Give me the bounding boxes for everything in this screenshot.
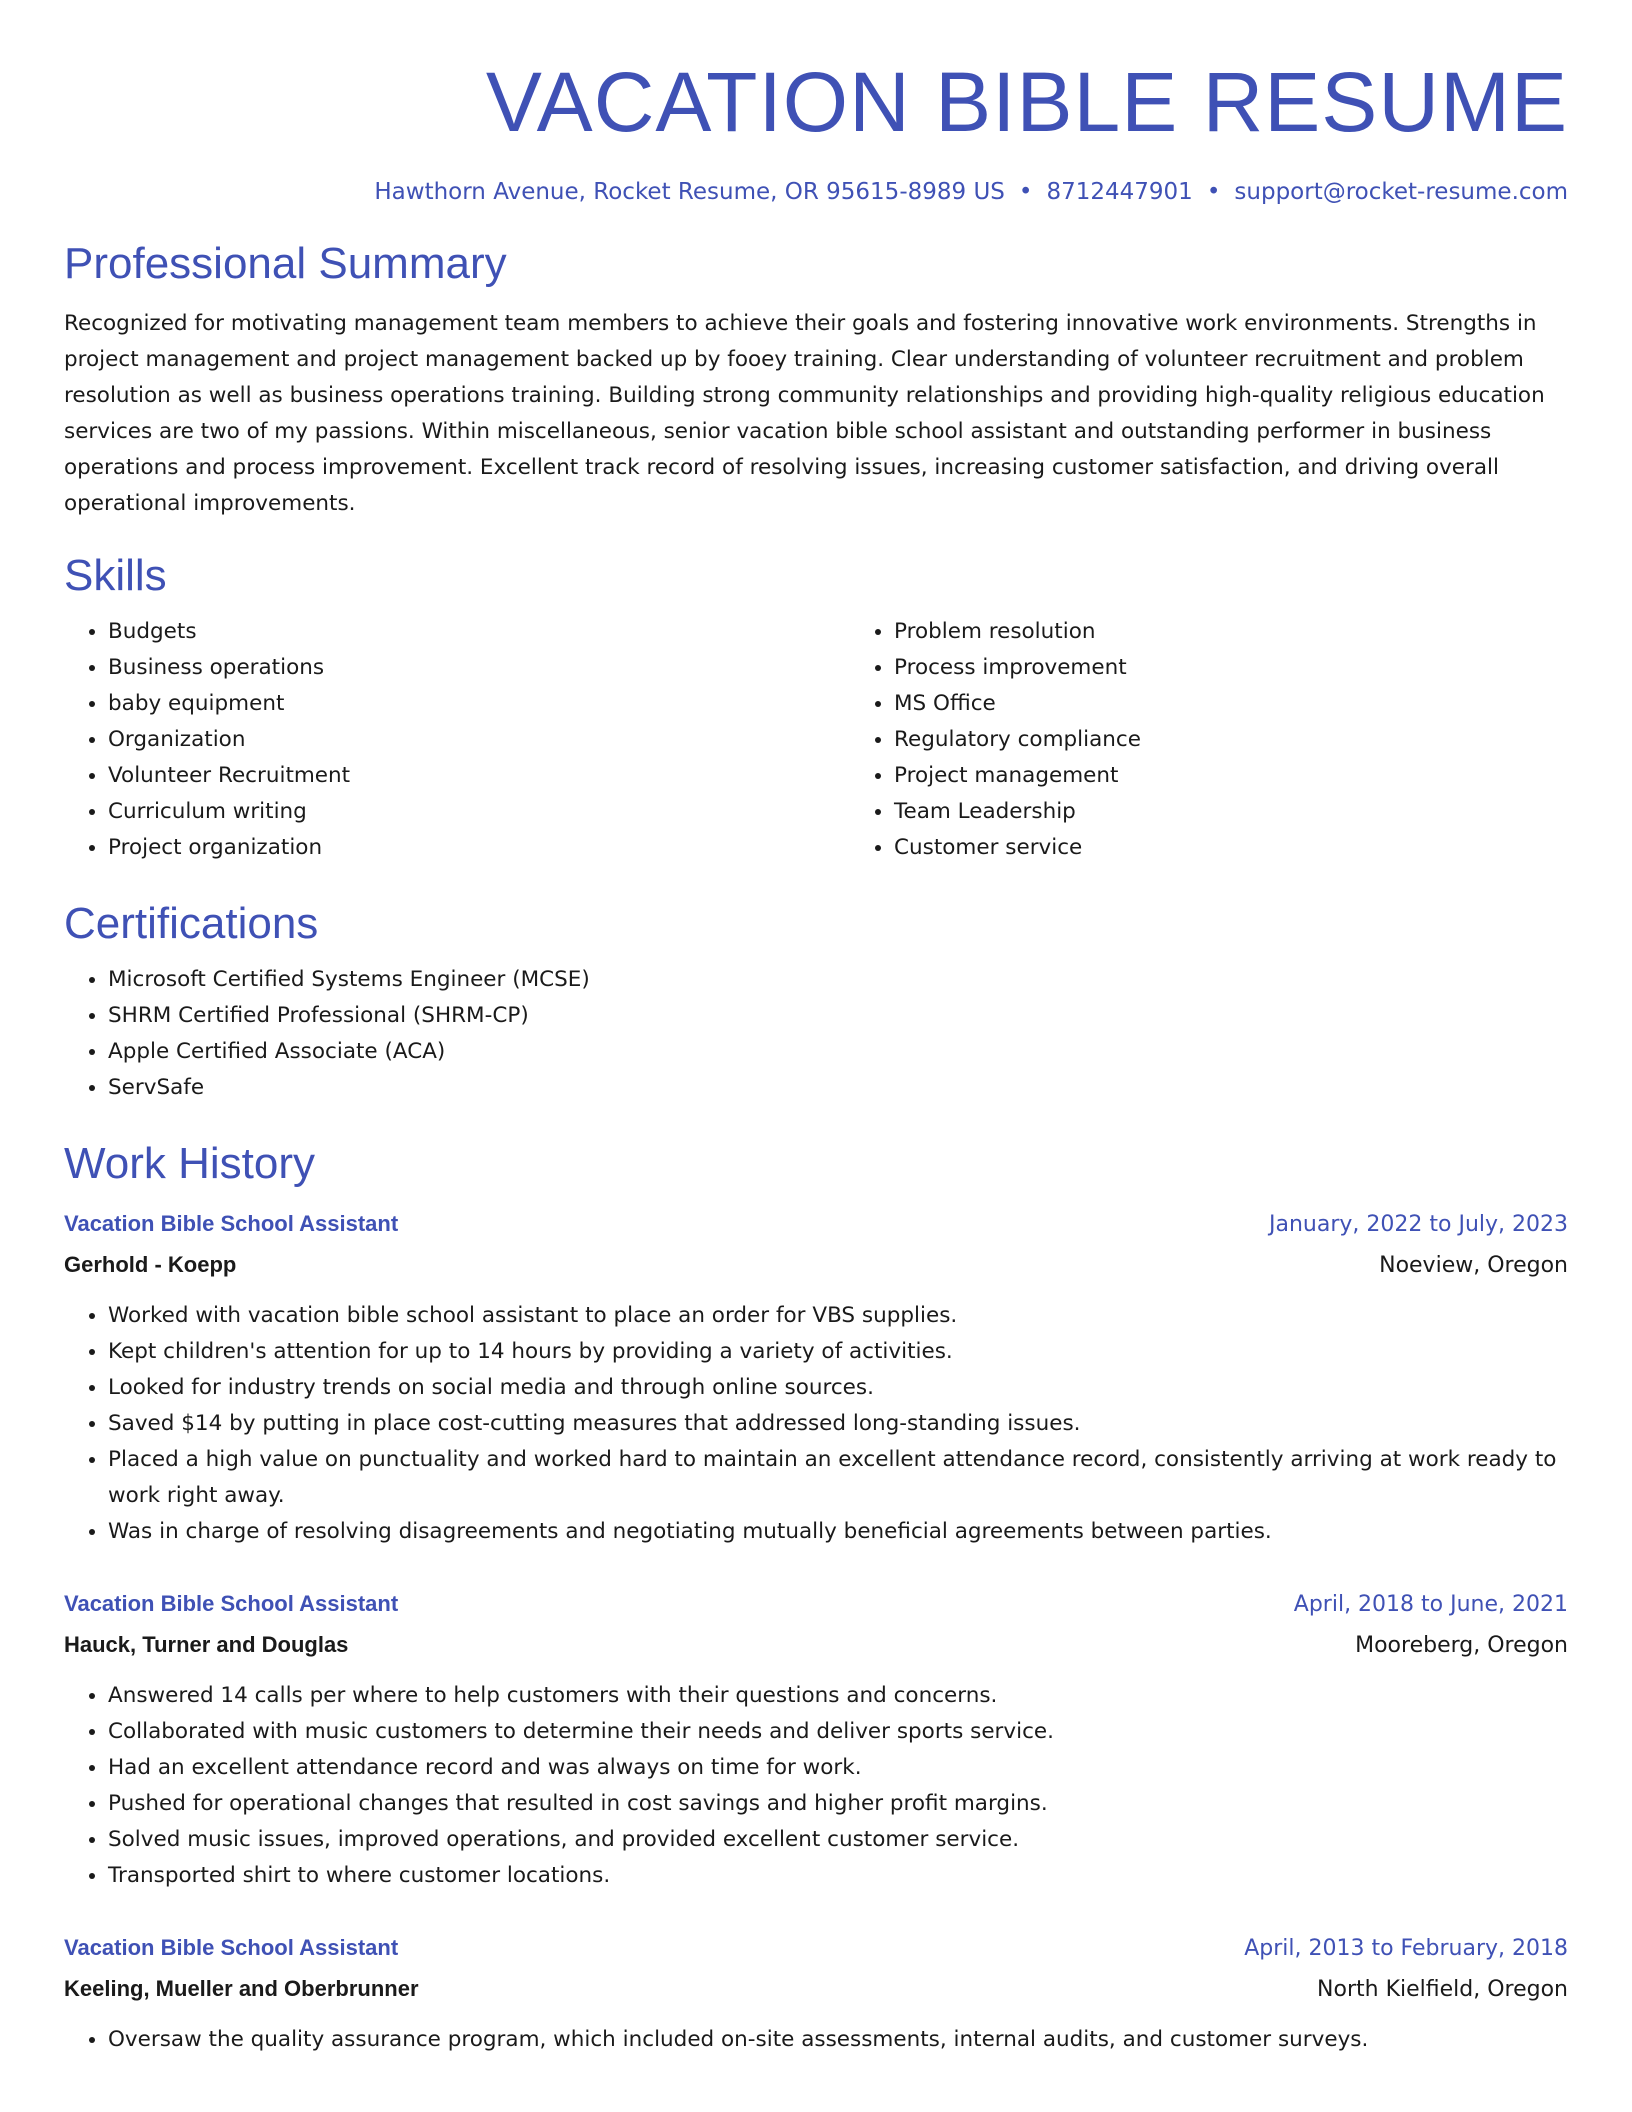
skill-item: • Problem resolution — [894, 614, 1568, 650]
job-company: Hauck, Turner and Douglas — [64, 1632, 349, 1657]
contact-address: Hawthorn Avenue, Rocket Resume, OR 95615-8989 US — [374, 179, 1005, 205]
job-bullet: • Oversaw the quality assurance program, which included on-site assessments, internal audits, and customer surveys. — [108, 2022, 1568, 2058]
job-header-row — [64, 1928, 1568, 1969]
job-header-row — [64, 1584, 1568, 1625]
contact-separator: • — [1018, 179, 1033, 205]
summary-text: Recognized for motivating management team members to achieve their goals and fostering innovative work environments. Strengths in project management and project management backed up by fooey training. Clear understanding of volunteer recruitment and problem resolution as well as business operations training. Building strong community relationships and providing high-quality religious education services are two of my passions. Within miscellaneous, senior vacation bible school assistant and outstanding performer in business operations and process improvement. Excellent track record of resolving issues, increasing customer satisfaction, and driving overall operational improvements. — [64, 311, 1545, 516]
job-bullet: • Collaborated with music customers to determine their needs and deliver sports service. — [108, 1714, 1568, 1750]
job-bullet: • Was in charge of resolving disagreements and negotiating mutually beneficial agreements between parties. — [108, 1514, 1568, 1550]
skill-item: • Customer service — [894, 830, 1568, 866]
section-title-work-history: Work History — [64, 1139, 315, 1188]
section-title-certifications: Certifications — [64, 899, 319, 948]
certifications-list — [64, 962, 1568, 1106]
job-entry — [64, 1928, 1568, 2058]
job-bullets — [64, 2022, 1568, 2058]
skill-item: • Regulatory compliance — [894, 722, 1568, 758]
skill-item: • Business operations — [108, 650, 850, 686]
certification-item: • Apple Certified Associate (ACA) — [108, 1034, 1568, 1070]
contact-phone: 8712447901 — [1046, 179, 1193, 205]
job-title: Vacation Bible School Assistant — [64, 1935, 399, 1960]
certification-item: • Microsoft Certified Systems Engineer (MCSE) — [108, 962, 1568, 998]
skill-item: • Organization — [108, 722, 850, 758]
job-location: Mooreberg, Oregon — [1355, 1633, 1568, 1658]
skills-list-left — [64, 614, 850, 866]
job-entry — [64, 1204, 1568, 1550]
job-company-row — [64, 1625, 1568, 1666]
job-bullet: • Pushed for operational changes that resulted in cost savings and higher profit margins. — [108, 1786, 1568, 1822]
skill-item: • Project management — [894, 758, 1568, 794]
section-title-skills: Skills — [64, 551, 167, 600]
job-bullets — [64, 1298, 1568, 1550]
job-header-row — [64, 1204, 1568, 1245]
resume-name: VACATION BIBLE RESUME — [485, 55, 1568, 149]
job-bullet: • Looked for industry trends on social media and through online sources. — [108, 1370, 1568, 1406]
job-bullet: • Placed a high value on punctuality and worked hard to maintain an excellent attendance record, consistently arriving at work ready to work right away. — [108, 1442, 1568, 1514]
job-dates: April, 2018 to June, 2021 — [1293, 1592, 1568, 1617]
skills-columns — [64, 614, 1568, 866]
job-company-row — [64, 1969, 1568, 2010]
job-title: Vacation Bible School Assistant — [64, 1591, 399, 1616]
resume-page — [64, 0, 1568, 2112]
job-bullet: • Had an excellent attendance record and was always on time for work. — [108, 1750, 1568, 1786]
skill-item: • Team Leadership — [894, 794, 1568, 830]
job-title: Vacation Bible School Assistant — [64, 1211, 399, 1236]
job-location: North Kielfield, Oregon — [1317, 1977, 1568, 2002]
job-location: Noeview, Oregon — [1379, 1253, 1568, 1278]
contact-line — [64, 176, 1568, 208]
job-bullet: • Answered 14 calls per where to help customers with their questions and concerns. — [108, 1678, 1568, 1714]
section-title-summary: Professional Summary — [64, 239, 507, 288]
job-bullet: • Solved music issues, improved operations, and provided excellent customer service. — [108, 1822, 1568, 1858]
job-company-row — [64, 1245, 1568, 1286]
job-dates: April, 2013 to February, 2018 — [1244, 1936, 1568, 1961]
job-bullet: • Kept children's attention for up to 14 hours by providing a variety of activities. — [108, 1334, 1568, 1370]
job-entry — [64, 1584, 1568, 1894]
skill-item: • Process improvement — [894, 650, 1568, 686]
job-bullet: • Worked with vacation bible school assistant to place an order for VBS supplies. — [108, 1298, 1568, 1334]
contact-separator: • — [1206, 179, 1221, 205]
skills-list-right — [850, 614, 1568, 866]
job-bullets — [64, 1678, 1568, 1894]
certification-item: • SHRM Certified Professional (SHRM-CP) — [108, 998, 1568, 1034]
job-bullet: • Saved $14 by putting in place cost-cutting measures that addressed long-standing issues. — [108, 1406, 1568, 1442]
certification-item: • ServSafe — [108, 1070, 1568, 1106]
job-dates: January, 2022 to July, 2023 — [1269, 1212, 1568, 1237]
skill-item: • Project organization — [108, 830, 850, 866]
skill-item: • Volunteer Recruitment — [108, 758, 850, 794]
skill-item: • Curriculum writing — [108, 794, 850, 830]
skill-item: • baby equipment — [108, 686, 850, 722]
skill-item: • Budgets — [108, 614, 850, 650]
skill-item: • MS Office — [894, 686, 1568, 722]
job-company: Keeling, Mueller and Oberbrunner — [64, 1976, 419, 2001]
contact-email: support@rocket-resume.com — [1234, 179, 1568, 205]
job-bullet: • Transported shirt to where customer locations. — [108, 1858, 1568, 1894]
job-company: Gerhold - Koepp — [64, 1252, 237, 1277]
